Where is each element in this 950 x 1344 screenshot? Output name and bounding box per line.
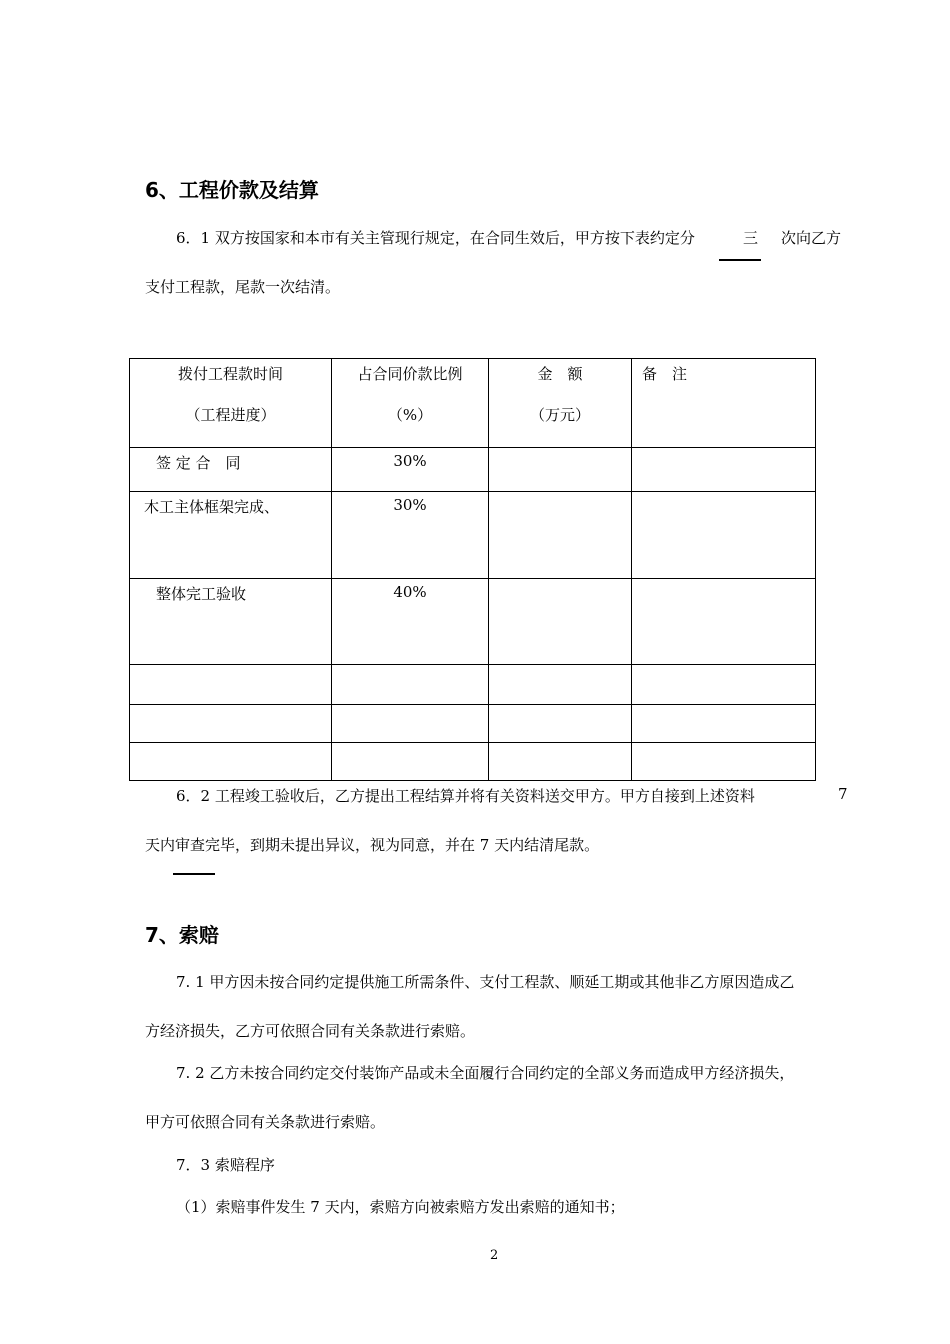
table-cell: 签 定 合 同	[130, 448, 332, 492]
clause-6-1-line-1: 6．1 双方按国家和本市有关主管现行规定，在合同生效后，甲方按下表约定分	[176, 229, 695, 247]
table-row	[130, 705, 816, 743]
header-cell: 占合同价款比例 （%）	[332, 359, 489, 448]
table-cell	[332, 705, 489, 743]
table-cell	[489, 743, 632, 781]
table-row	[130, 448, 816, 492]
table-row	[130, 579, 816, 665]
table-cell	[632, 743, 816, 781]
header-cell: 备 注	[632, 359, 816, 448]
table-cell	[632, 705, 816, 743]
page-number: 2	[490, 1248, 499, 1263]
clause-7-2-line-2: 甲方可依照合同有关条款进行索赔。	[145, 1113, 386, 1131]
table-cell	[632, 579, 816, 665]
table-header-row	[130, 359, 816, 448]
blank-underline	[173, 873, 215, 875]
table-row	[130, 743, 816, 781]
table-cell	[632, 492, 816, 579]
table-row	[130, 665, 816, 705]
table-cell	[130, 665, 332, 705]
section-6-heading: 6、工程价款及结算	[145, 178, 319, 202]
table-cell	[632, 448, 816, 492]
clause-6-2-line-1: 6．2 工程竣工验收后，乙方提出工程结算并将有关资料送交甲方。甲方自接到上述资料	[176, 787, 755, 805]
table-cell	[489, 579, 632, 665]
table-cell: 木工主体框架完成、	[130, 492, 332, 579]
clause-7-1-line-1: 7. 1 甲方因未按合同约定提供施工所需条件、支付工程款、顺延工期或其他非乙方原因造成乙	[176, 973, 795, 991]
clause-6-1-after: 次向乙方	[781, 229, 842, 247]
table-row	[130, 492, 816, 579]
blank-underline	[719, 259, 761, 261]
table-cell	[130, 705, 332, 743]
table-cell	[130, 743, 332, 781]
clause-7-3-1: （1）索赔事件发生 7 天内，索赔方向被索赔方发出索赔的通知书；	[176, 1198, 625, 1216]
table-cell	[489, 448, 632, 492]
clause-6-1-line-2: 支付工程款，尾款一次结清。	[145, 278, 341, 296]
clause-7-3: 7．3 索赔程序	[176, 1156, 275, 1174]
table-cell	[632, 665, 816, 705]
table-cell: 30%	[332, 448, 489, 492]
table-cell	[332, 743, 489, 781]
header-cell: 金 额 （万元）	[489, 359, 632, 448]
clause-6-2-days: 7	[838, 785, 848, 803]
header-cell: 拨付工程款时间 （工程进度）	[130, 359, 332, 448]
payment-schedule-table	[129, 358, 816, 781]
clause-6-1-installments: 三	[743, 229, 759, 247]
section-7-heading: 7、索赔	[145, 923, 219, 947]
table-cell: 40%	[332, 579, 489, 665]
table-cell: 整体完工验收	[130, 579, 332, 665]
clause-7-2-line-1: 7. 2 乙方未按合同约定交付装饰产品或未全面履行合同约定的全部义务而造成甲方经济损失，	[176, 1064, 795, 1082]
table-cell: 30%	[332, 492, 489, 579]
clause-7-1-line-2: 方经济损失，乙方可依照合同有关条款进行索赔。	[145, 1022, 476, 1040]
table-cell	[332, 665, 489, 705]
table-cell	[489, 705, 632, 743]
table-cell	[489, 665, 632, 705]
table-cell	[489, 492, 632, 579]
clause-6-2-line-2: 天内审查完毕，到期未提出异议，视为同意，并在 7 天内结清尾款。	[145, 836, 600, 854]
